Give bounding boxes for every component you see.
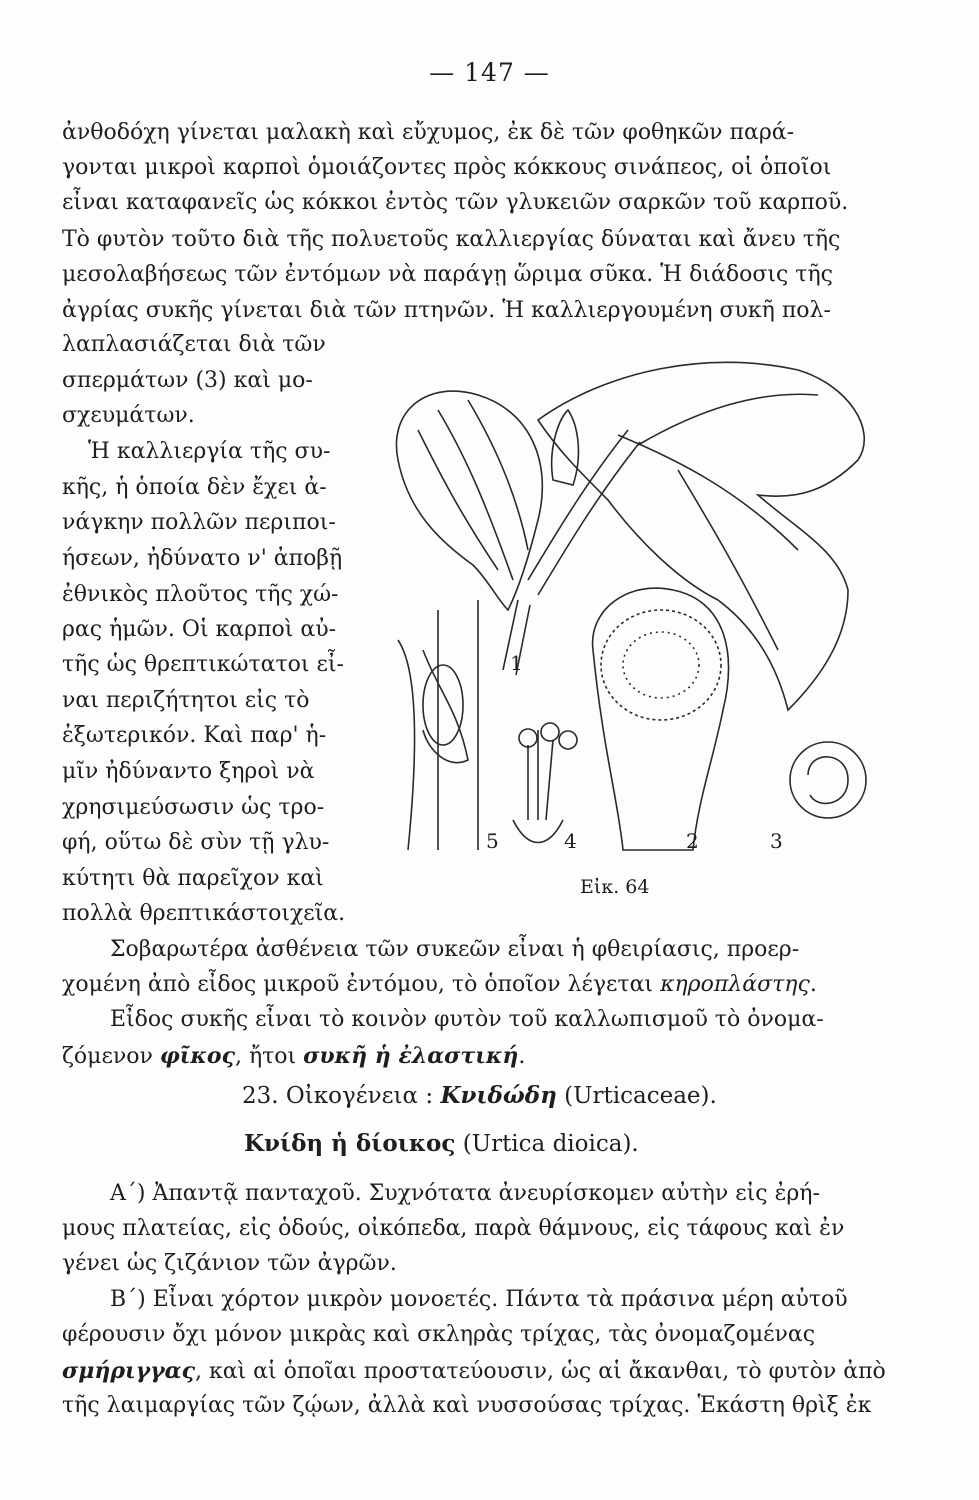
text-run: χομένη ἀπὸ εἶδος μικροῦ ἐντόμου, τὸ ὁποῖον λέγεται xyxy=(62,972,661,997)
term-bold: συκῆ ἡ ἐλαστική xyxy=(303,1043,519,1069)
text-line: ήσεων, ἠδύνατο ν' ἀποβῇ xyxy=(62,546,343,571)
subsection-heading xyxy=(244,1128,639,1160)
fig-flower-section xyxy=(398,600,478,850)
text-line: γονται μικροὶ καρποὶ ὁμοιάζοντες πρὸς κόκκους σινάπεος, οἱ ὁποῖοι xyxy=(62,155,832,180)
text-run: . xyxy=(518,1044,526,1069)
text-line: μεσολαβήσεως τῶν ἐντόμων νὰ παράγῃ ὥριμα σῦκα. Ἡ διάδοσις τῆς xyxy=(62,262,833,287)
text-line: γένει ὡς ζιζάνιον τῶν ἀγρῶν. xyxy=(62,1251,397,1276)
text-line: ἀγρίας συκῆς γίνεται διὰ τῶν πτηνῶν. Ἡ καλλιεργουμένη συκῆ πολ- xyxy=(62,298,831,323)
text-line: κῆς, ἡ ὁποία δὲν ἔχει ἀ- xyxy=(62,475,327,500)
species-name: Κνίδη ἡ δίοικος xyxy=(244,1130,456,1157)
term-bold: φῖκος xyxy=(159,1043,235,1069)
term-bold: σμήριγγας xyxy=(62,1358,195,1384)
text-line xyxy=(62,970,817,1000)
text-line: Τὸ φυτὸν τοῦτο διὰ τῆς πολυετοῦς καλλιεργίας δύναται καὶ ἄνευ τῆς xyxy=(62,227,841,252)
text-line: Ἡ καλλιεργία τῆς συ- xyxy=(88,439,331,464)
text-line: πολλὰ θρεπτικάστοιχεῖα. xyxy=(62,901,346,926)
text-line: εἶναι καταφανεῖς ὡς κόκκοι ἐντὸς τῶν γλυκειῶν σαρκῶν τοῦ καρποῦ. xyxy=(62,190,849,215)
text-line xyxy=(62,1356,886,1387)
text-line: ἀνθοδόχη γίνεται μαλακὴ καὶ εὔχυμος, ἐκ δὲ τῶν φοθηκῶν παρά- xyxy=(62,120,795,145)
latin-name: (Urticaceae). xyxy=(556,1083,717,1109)
heading-number: 23. Οἰκογένεια : xyxy=(242,1083,441,1109)
figure-label: 3 xyxy=(770,829,783,853)
text-line: Εἶδος συκῆς εἶναι τὸ κοινὸν φυτὸν τοῦ καλλωπισμοῦ τὸ ὀνομα- xyxy=(110,1007,824,1032)
figure-caption: Εἰκ. 64 xyxy=(580,876,650,898)
figure-label: 1 xyxy=(510,651,523,675)
text-run: ζόμενον xyxy=(62,1044,160,1069)
family-name: Κνιδώδη xyxy=(440,1082,557,1109)
text-line: ἐξωτερικόν. Καὶ παρ' ἡ- xyxy=(62,723,327,748)
text-run: , ἤτοι xyxy=(234,1044,304,1069)
figure-label: 5 xyxy=(486,829,499,853)
latin-name: (Urtica dioica). xyxy=(455,1131,639,1157)
text-line: ναι περιζήτητοι εἰς τὸ xyxy=(62,688,310,713)
fig-seed xyxy=(790,742,866,818)
text-line: φέρουσιν ὄχι μόνον μικρὰς καὶ σκληρὰς τρίχας, τὰς ὀνομαζομένας xyxy=(62,1322,816,1347)
figure-label: 4 xyxy=(564,829,577,853)
text-run: . xyxy=(809,972,817,997)
text-line: σχευμάτων. xyxy=(62,403,195,428)
text-run: , καὶ αἱ ὁποῖαι προστατεύουσιν, ὡς αἱ ἄκανθαι, τὸ φυτὸν ἀπὸ xyxy=(194,1359,886,1384)
text-line: χρησιμεύσωσιν ὡς τρο- xyxy=(62,795,325,820)
text-line: ρας ἡμῶν. Οἱ καρποὶ αὐ- xyxy=(62,617,337,642)
text-line: τῆς ὡς θρεπτικώτατοι εἶ- xyxy=(62,652,344,677)
text-line: Α΄) Ἀπαντᾷ πανταχοῦ. Συχνότατα ἀνευρίσκομεν αὐτὴν εἰς ἐρή- xyxy=(110,1181,820,1206)
fig-plant-illustration xyxy=(378,350,883,855)
text-line: Σοβαρωτέρα ἀσθένεια τῶν συκεῶν εἶναι ἡ φθειρίασις, προερ- xyxy=(110,937,800,962)
text-line: τῆς λαιμαργίας τῶν ζῴων, ἀλλὰ καὶ νυσσούσας τρίχας. Ἑκάστη θρὶξ ἐκ xyxy=(62,1393,872,1418)
text-line: νάγκην πολλῶν περιποι- xyxy=(62,510,336,535)
section-heading xyxy=(242,1080,717,1112)
fig-bud xyxy=(552,410,579,485)
text-line: Β΄) Εἶναι χόρτον μικρὸν μονοετές. Πάντα τὰ πράσινα μέρη αὐτοῦ xyxy=(110,1287,848,1312)
text-line: μῖν ἠδύναντο ξηροὶ νὰ xyxy=(62,759,315,784)
text-line xyxy=(62,1041,525,1072)
text-line: λαπλασιάζεται διὰ τῶν xyxy=(62,332,326,357)
figure-label: 2 xyxy=(686,829,699,853)
fig-cross-section xyxy=(593,588,729,850)
term-italic: κηροπλάστης xyxy=(660,972,810,997)
text-line: σπερμάτων (3) καὶ μο- xyxy=(62,368,313,393)
text-line: μους πλατείας, εἰς ὁδούς, οἰκόπεδα, παρὰ θάμνους, εἰς τάφους καὶ ἐν xyxy=(62,1216,845,1241)
fig-fruit xyxy=(396,391,542,610)
text-line: φή, οὕτω δὲ σὺν τῇ γλυ- xyxy=(62,830,330,855)
text-line: ἐθνικὸς πλοῦτος τῆς χώ- xyxy=(62,582,339,607)
fig-flower xyxy=(528,730,553,820)
page-number: — 147 — xyxy=(429,58,550,87)
text-line: κύτητι θὰ παρεῖχον καὶ xyxy=(62,866,324,891)
